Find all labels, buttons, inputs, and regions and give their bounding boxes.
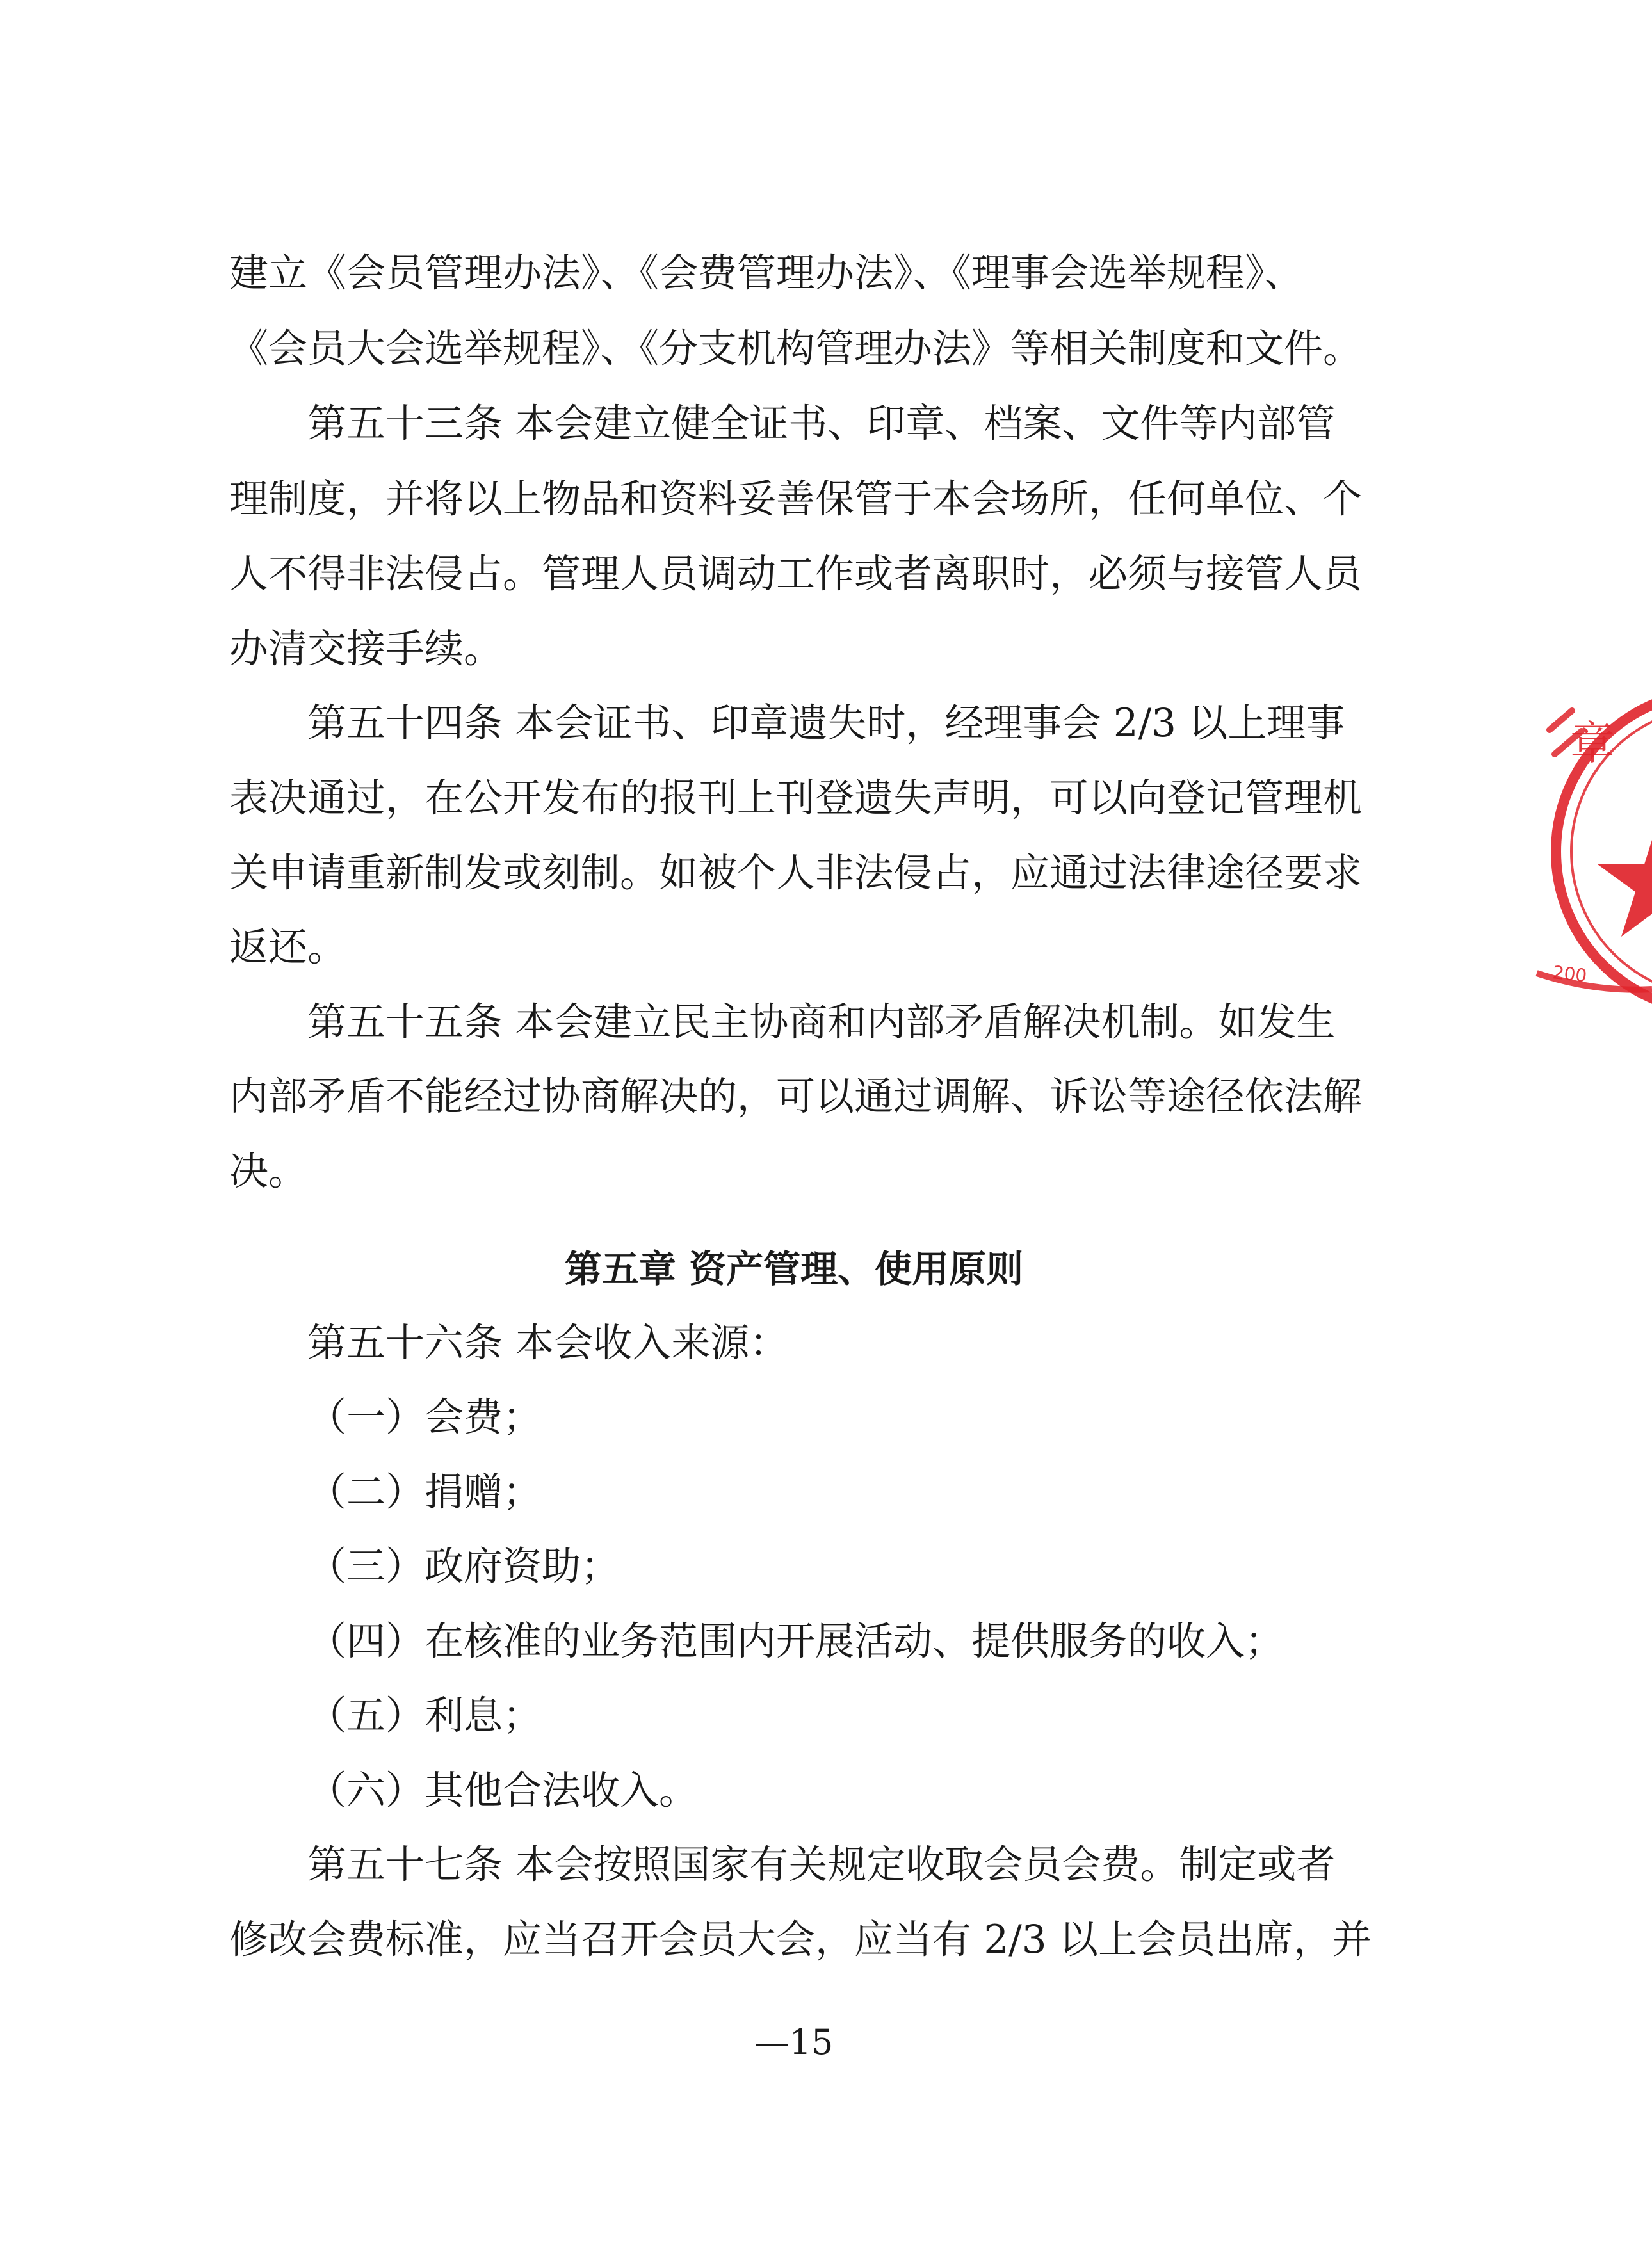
text-line: 办清交接手续。 <box>229 626 503 672</box>
income-item: （六）其他合法收入。 <box>307 1768 699 1813</box>
article-55-line: 第五十五条 本会建立民主协商和内部矛盾解决机制。如发生 <box>307 999 1336 1045</box>
seal-text: 章 <box>1570 717 1615 770</box>
chapter-title: 第五章 资产管理、使用原则 <box>564 1247 1024 1291</box>
text-line: 内部矛盾不能经过协商解决的，可以通过调解、诉讼等途径依法解 <box>229 1074 1363 1119</box>
article-53-line: 第五十三条 本会建立健全证书、印章、档案、文件等内部管 <box>307 401 1336 446</box>
text-line: 人不得非法侵占。管理人员调动工作或者离职时，必须与接管人员 <box>229 551 1363 597</box>
page-number: —15 <box>754 2022 834 2062</box>
income-item: （四）在核准的业务范围内开展活动、提供服务的收入； <box>307 1619 1284 1664</box>
income-item: （二）捐赠； <box>307 1469 542 1515</box>
income-item: （三）政府资助； <box>307 1544 620 1589</box>
article-54-line: 第五十四条 本会证书、印章遗失时，经理事会 2/3 以上理事 <box>307 700 1345 746</box>
text-line: 关申请重新制发或刻制。如被个人非法侵占，应通过法律途径要求 <box>229 850 1363 896</box>
income-item: （五）利息； <box>307 1693 542 1738</box>
income-item: （一）会费； <box>307 1394 542 1440</box>
text-line: 决。 <box>229 1149 308 1194</box>
article-56-line: 第五十六条 本会收入来源： <box>307 1320 789 1366</box>
text-line: 《会员大会选举规程》、《分支机构管理办法》等相关制度和文件。 <box>229 326 1363 371</box>
text-line: 建立《会员管理办法》、《会费管理办法》、《理事会选举规程》、 <box>229 250 1304 296</box>
text-line: 理制度，并将以上物品和资料妥善保管于本会场所，任何单位、个 <box>229 476 1363 522</box>
article-57-line: 第五十七条 本会按照国家有关规定收取会员会费。制定或者 <box>307 1842 1336 1887</box>
text-line: 修改会费标准，应当召开会员大会，应当有 2/3 以上会员出席，并 <box>229 1917 1372 1962</box>
official-seal-icon <box>1524 672 1652 1031</box>
text-line: 表决通过，在公开发布的报刊上刊登遗失声明，可以向登记管理机 <box>229 775 1363 821</box>
seal-date: 200 <box>1551 962 1588 987</box>
text-line: 返还。 <box>229 925 347 970</box>
